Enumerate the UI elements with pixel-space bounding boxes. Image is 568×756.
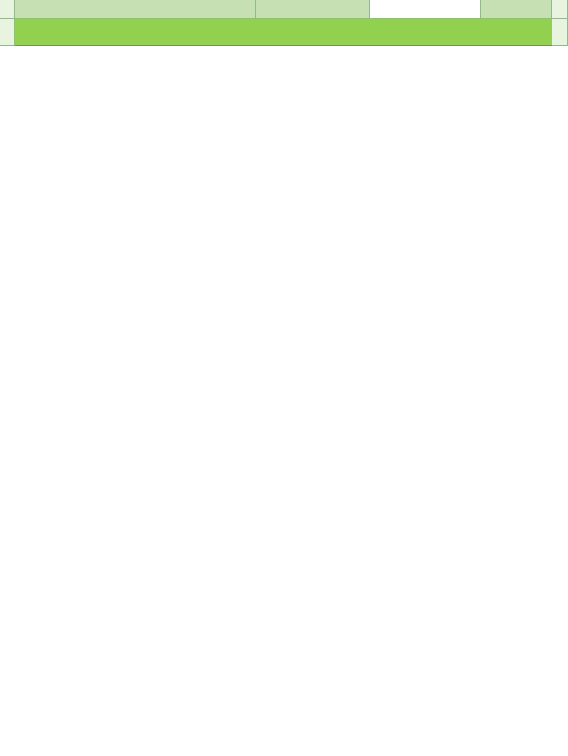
row-gutter [0,0,15,19]
section-title[interactable] [15,19,552,46]
top-spacer-row [0,0,568,19]
row-gutter [552,0,568,19]
spacer-cell[interactable] [15,0,256,19]
spacer-cell[interactable] [481,0,552,19]
row-gutter [0,19,15,46]
spacer-cell[interactable] [256,0,370,19]
title-row [0,19,568,46]
spacer-cell[interactable] [370,0,481,19]
row-gutter [552,19,568,46]
